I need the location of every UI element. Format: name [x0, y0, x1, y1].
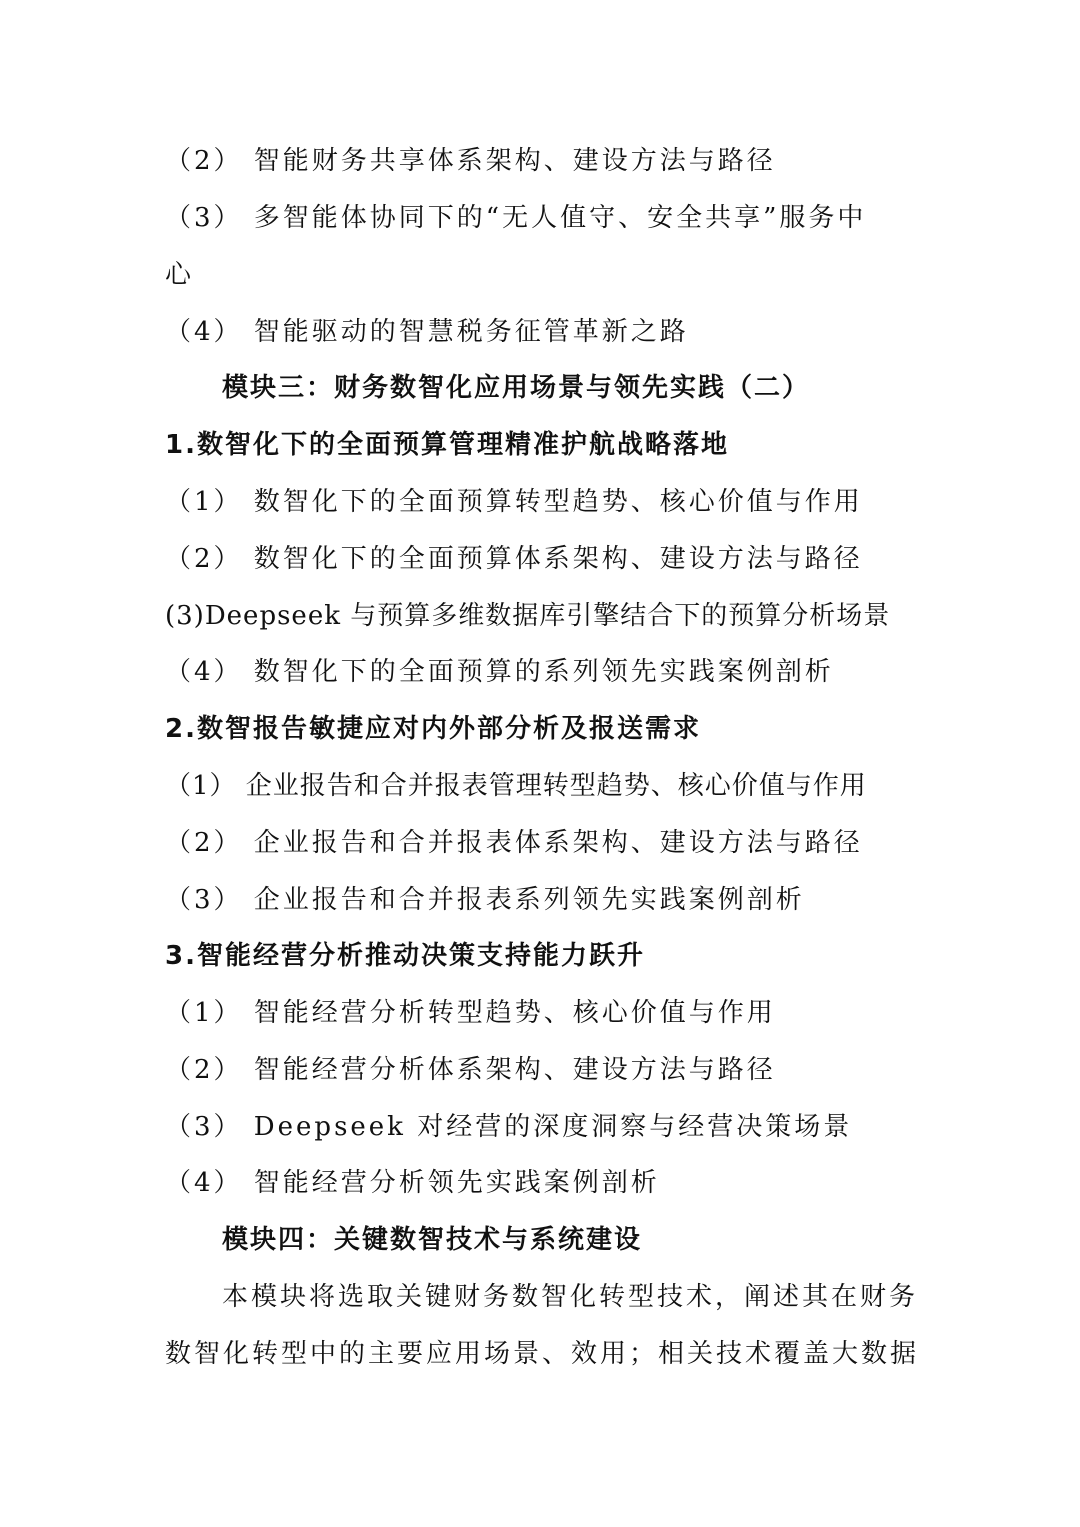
paragraph-line: 数智化转型中的主要应用场景、效用；相关技术覆盖大数据	[165, 1339, 920, 1369]
list-item: （3） Deepseek 对经营的深度洞察与经营决策场景	[165, 1112, 853, 1142]
list-item: （3） 多智能体协同下的“无人值守、安全共享”服务中	[165, 203, 867, 233]
paragraph-line: 本模块将选取关键财务数智化转型技术，阐述其在财务	[222, 1282, 919, 1312]
list-item: （2） 智能经营分析体系架构、建设方法与路径	[165, 1055, 776, 1085]
list-item: （2） 企业报告和合并报表体系架构、建设方法与路径	[165, 828, 863, 858]
list-item: (3)Deepseek 与预算多维数据库引擎结合下的预算分析场景	[165, 601, 891, 631]
section-heading: 1.数智化下的全面预算管理精准护航战略落地	[165, 430, 729, 460]
list-item: （1） 智能经营分析转型趋势、核心价值与作用	[165, 998, 776, 1028]
list-item-continuation: 心	[165, 260, 195, 290]
list-item: （1） 企业报告和合并报表管理转型趋势、核心价值与作用	[165, 771, 867, 801]
list-item: （4） 智能驱动的智慧税务征管革新之路	[165, 317, 689, 347]
list-item: （3） 企业报告和合并报表系列领先实践案例剖析	[165, 885, 805, 915]
list-item: （1） 数智化下的全面预算转型趋势、核心价值与作用	[165, 487, 863, 517]
module-title: 模块四：关键数智技术与系统建设	[222, 1225, 643, 1255]
list-item: （4） 智能经营分析领先实践案例剖析	[165, 1168, 660, 1198]
list-item: （2） 智能财务共享体系架构、建设方法与路径	[165, 146, 776, 176]
section-heading: 2.数智报告敏捷应对内外部分析及报送需求	[165, 714, 701, 744]
section-heading: 3.智能经营分析推动决策支持能力跃升	[165, 941, 645, 971]
module-title: 模块三：财务数智化应用场景与领先实践（二）	[222, 373, 811, 403]
list-item: （2） 数智化下的全面预算体系架构、建设方法与路径	[165, 544, 863, 574]
list-item: （4） 数智化下的全面预算的系列领先实践案例剖析	[165, 657, 834, 687]
